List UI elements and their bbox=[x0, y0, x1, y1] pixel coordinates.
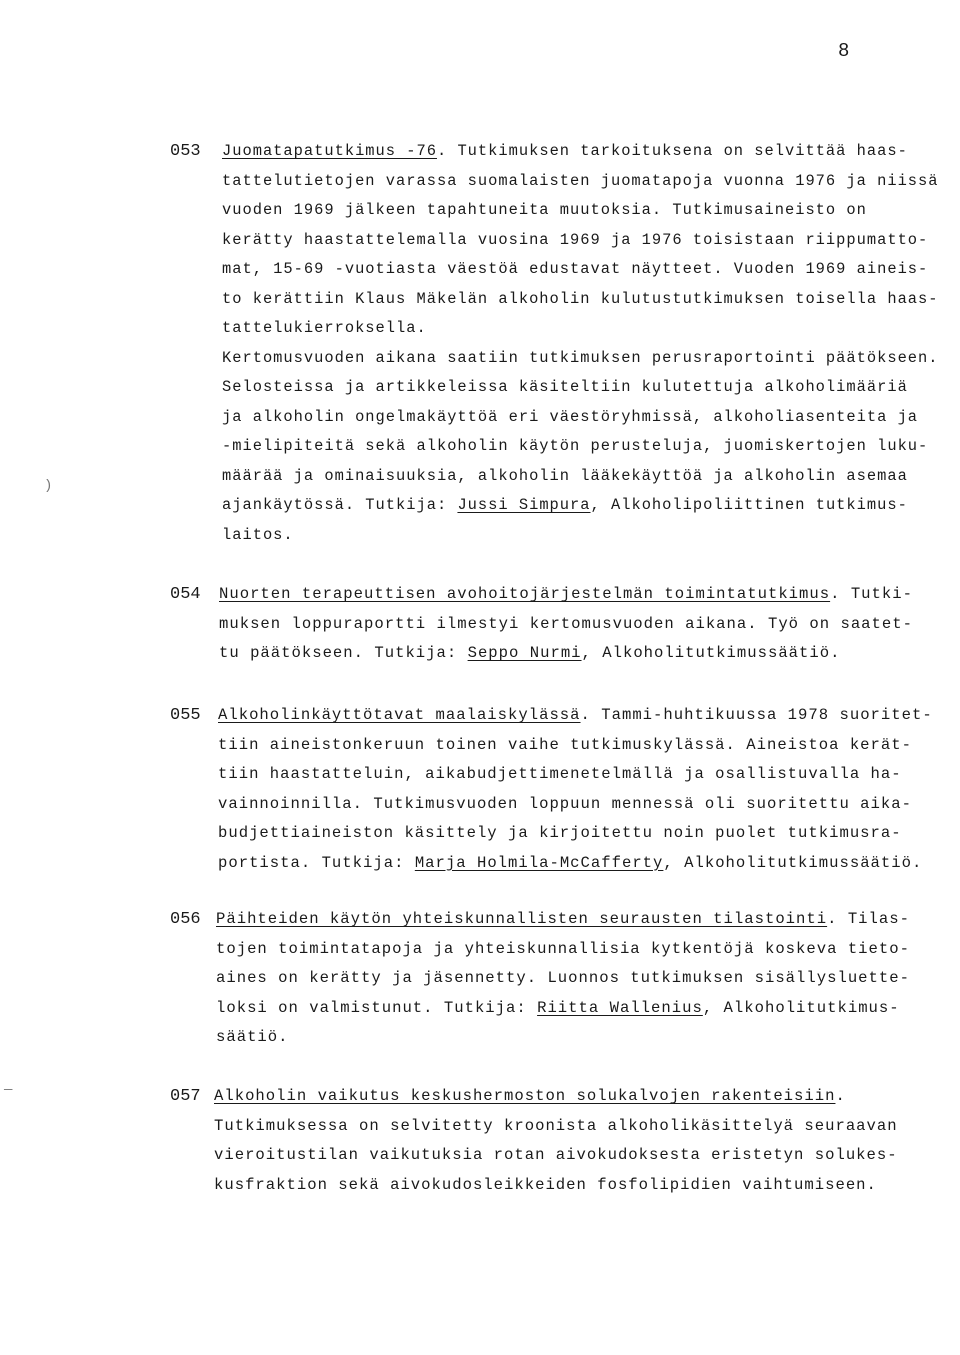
text-run: muksen loppuraportti ilmestyi kertomusvuoden aikana. Työ on saatet- bbox=[219, 614, 913, 633]
entry-text bbox=[216, 905, 910, 1053]
text-line bbox=[216, 905, 910, 935]
text-run: . Tilas- bbox=[827, 910, 910, 928]
text-run: loksi on valmistunut. Tutkija: bbox=[216, 998, 538, 1017]
text-run: . Tammi-huhtikuussa 1978 suoritet- bbox=[580, 706, 933, 724]
text-line bbox=[222, 521, 939, 551]
entry-title: Juomatapatutkimus -76 bbox=[222, 142, 437, 160]
text-line bbox=[222, 403, 939, 433]
text-run: , Alkoholipoliittinen tutkimus- bbox=[590, 496, 908, 514]
entry-text bbox=[219, 580, 913, 669]
entry-title: Päihteiden käytön yhteiskunnallisten seurausten tilastointi bbox=[216, 910, 828, 928]
researcher-name: Seppo Nurmi bbox=[467, 644, 582, 662]
text-run: vuoden 1969 jälkeen tapahtuneita muutoksia. Tutkimusaineisto on bbox=[222, 201, 867, 219]
text-run: vainnoinnilla. Tutkimusvuoden loppuun mennessä oli suoritettu aika- bbox=[218, 794, 912, 813]
text-run: . Tutki- bbox=[830, 585, 913, 603]
text-line bbox=[219, 639, 913, 669]
entry-text bbox=[222, 137, 939, 550]
text-run: Tutkimuksessa on selvitetty kroonista alkoholikäsittelyä seuraavan bbox=[214, 1116, 898, 1135]
text-run: to kerättiin Klaus Mäkelän alkoholin kulutustutkimuksen toisella haas- bbox=[222, 289, 939, 308]
entry-title: Alkoholinkäyttötavat maalaiskylässä bbox=[218, 706, 581, 724]
researcher-name: Jussi Simpura bbox=[457, 496, 591, 514]
text-line bbox=[216, 1023, 910, 1053]
text-run: määrää ja ominaisuuksia, alkoholin lääkekäyttöä ja alkoholin asemaa bbox=[222, 466, 908, 485]
text-line bbox=[222, 167, 939, 197]
text-run: ajankäytössä. Tutkija: bbox=[222, 496, 458, 514]
text-line bbox=[222, 314, 939, 344]
text-run: , Alkoholitutkimus- bbox=[702, 998, 900, 1017]
researcher-name: Marja Holmila-McCafferty bbox=[414, 853, 664, 872]
text-line bbox=[218, 790, 933, 820]
text-line bbox=[218, 849, 933, 879]
text-run: vieroitustilan vaikutuksia rotan aivokudoksesta eristetyn solukes- bbox=[214, 1146, 898, 1164]
text-run: aines on kerätty ja jäsennetty. Luonnos tutkimuksen sisällysluette- bbox=[216, 969, 910, 987]
text-run: , Alkoholitutkimussäätiö. bbox=[663, 853, 923, 872]
text-run: tojen toimintatapoja ja yhteiskunnallisia kytkentöjä koskeva tieto- bbox=[216, 939, 910, 958]
text-line bbox=[214, 1171, 898, 1201]
text-run: tattelukierroksella. bbox=[222, 319, 427, 337]
text-run: . bbox=[835, 1087, 846, 1105]
text-line bbox=[222, 196, 939, 226]
entry-number: 056 bbox=[170, 910, 201, 929]
text-line bbox=[219, 580, 913, 610]
entry-number: 055 bbox=[170, 706, 201, 725]
text-run: tiin haastatteluin, aikabudjettimenetelmällä ja osallistuvalla ha- bbox=[218, 765, 902, 783]
text-line bbox=[216, 994, 910, 1024]
text-line bbox=[218, 731, 933, 761]
text-line bbox=[222, 432, 939, 462]
text-line bbox=[218, 760, 933, 790]
entry-number: 054 bbox=[170, 585, 201, 604]
text-run: ja alkoholin ongelmakäyttöä eri väestöryhmissä, alkoholiasenteita ja bbox=[222, 407, 919, 426]
text-run: tiin aineistonkeruun toinen vaihe tutkimuskylässä. Aineistoa kerät- bbox=[218, 735, 912, 754]
text-line bbox=[222, 373, 939, 403]
entry-number: 053 bbox=[170, 142, 201, 161]
entry-title: Alkoholin vaikutus keskushermoston solukalvojen rakenteisiin bbox=[214, 1087, 836, 1105]
text-run: mat, 15-69 -vuotiasta väestöä edustavat näytteet. Vuoden 1969 aineis- bbox=[222, 260, 929, 278]
text-run: . Tutkimuksen tarkoituksena on selvittää haas- bbox=[436, 142, 908, 160]
margin-bracket-mark: ) bbox=[44, 478, 53, 494]
text-line bbox=[214, 1112, 898, 1142]
text-line bbox=[222, 137, 939, 167]
text-run: säätiö. bbox=[216, 1028, 289, 1046]
researcher-name: Riitta Wallenius bbox=[537, 998, 703, 1017]
text-line bbox=[222, 255, 939, 285]
text-run: kerätty haastattelemalla vuosina 1969 ja 1976 toisistaan riippumatto- bbox=[222, 230, 929, 249]
text-line bbox=[222, 285, 939, 315]
text-line bbox=[216, 964, 910, 994]
text-line bbox=[222, 226, 939, 256]
text-line bbox=[214, 1082, 898, 1112]
text-run: portista. Tutkija: bbox=[218, 853, 415, 872]
entry-text bbox=[218, 701, 933, 878]
text-line bbox=[222, 491, 939, 521]
text-line bbox=[218, 701, 933, 731]
page-number: 8 bbox=[838, 40, 850, 62]
text-line bbox=[222, 462, 939, 492]
text-run: budjettiaineiston käsittely ja kirjoitettu noin puolet tutkimusra- bbox=[218, 824, 902, 842]
text-run: -mielipiteitä sekä alkoholin käytön perusteluja, juomiskertojen luku- bbox=[222, 437, 929, 455]
text-line bbox=[222, 344, 939, 374]
entry-title: Nuorten terapeuttisen avohoitojärjestelmän toimintatutkimus bbox=[219, 585, 831, 603]
margin-dash-mark: — bbox=[4, 1082, 13, 1098]
text-run: tu päätökseen. Tutkija: bbox=[219, 644, 468, 662]
text-line bbox=[216, 935, 910, 965]
text-run: Selosteissa ja artikkeleissa käsiteltiin kulutettuja alkoholimääriä bbox=[222, 378, 908, 396]
text-line bbox=[219, 610, 913, 640]
text-run: laitos. bbox=[222, 525, 294, 544]
text-run: kusfraktion sekä aivokudosleikkeiden fosfolipidien vaihtumiseen. bbox=[214, 1175, 877, 1194]
text-run: tattelutietojen varassa suomalaisten juomatapoja vuonna 1976 ja niissä bbox=[222, 171, 939, 190]
text-run: , Alkoholitutkimussäätiö. bbox=[581, 644, 841, 662]
entry-number: 057 bbox=[170, 1087, 201, 1106]
text-line bbox=[218, 819, 933, 849]
text-line bbox=[214, 1141, 898, 1171]
text-run: Kertomusvuoden aikana saatiin tutkimuksen perusraportointi päätökseen. bbox=[222, 348, 939, 367]
entry-text bbox=[214, 1082, 898, 1200]
